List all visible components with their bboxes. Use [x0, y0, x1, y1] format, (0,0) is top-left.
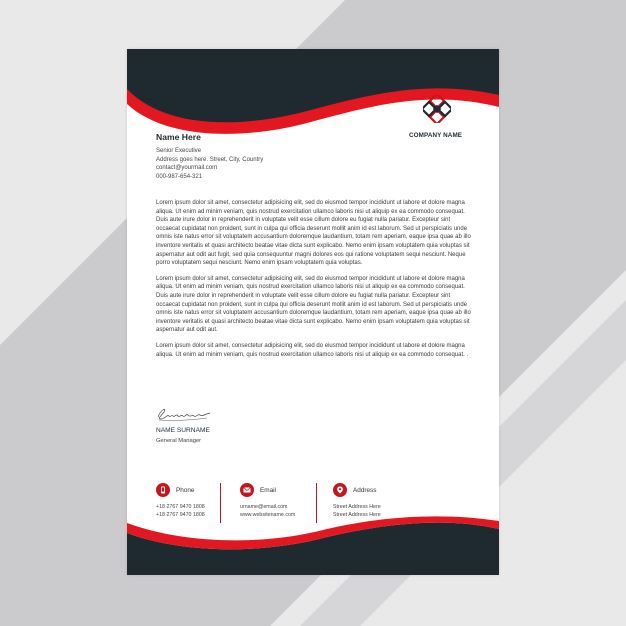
address-label: Address: [353, 486, 377, 494]
body-paragraph: Lorem ipsum dolor sit amet, consectetur adipisicing elit, sed do eiusmod tempor incididunt ut labore et dolore magna aliqua. Ut enim ad minim veniam, quis nostrud exercitation ullamco laboris nisi ut aliquip ex ea commodo consequat. Duis aute irure dolor in reprehenderit in voluptate velit esse cillum dolore eu fugiat nulla pariatur. Excepteur sint occaecat cupidatat non proident, sunt in culpa qui officia deserunt mollit anim id est laborum. Sed ut perspiciatis unde omnis iste natus error sit voluptatem accusantium doloremque laudantium, totam rem aperiam, eaque ipsa quae ab illo inventore veritatis et quasi architecto beatae vitae dicta sunt explicabo. Nemo enim ipsam voluptatem quia voluptas sit aspernatur aut odit aut fugit, sed quia consequuntur magni dolores eos qui ratione voluptatem sequi nesciunt. Neque porro voluptatem sequi nesciunt. Nemo enim ipsam voluptatem quia voluptas.: [156, 200, 471, 267]
phone-icon: [156, 483, 170, 497]
signer-block: [156, 427, 210, 444]
signer-name: NAME SURNAME: [156, 427, 210, 434]
sender-phone: 000-987-654-321: [156, 173, 203, 180]
sender-title: Senior Executive: [156, 148, 202, 154]
sender-address: Address goes here. Street, City, Country: [156, 156, 264, 163]
website-address[interactable]: www.websitename.com: [240, 511, 296, 518]
footer-wave: [127, 515, 499, 575]
street-address: Street Address Here: [333, 504, 381, 510]
street-address: Street Address Here: [333, 511, 381, 518]
body-paragraph: Lorem ipsum dolor sit amet, consectetur adipisicing elit, sed do eiusmod tempor incididunt ut labore et dolore magna aliqua. Ut enim ad minim veniam, quis nostrud exercitation ullamco laboris nisi ut aliquip ex ea commodo consequat. Duis aute irure dolor in reprehenderit in voluptate velit esse cillum dolore eu fugiat nulla pariatur. Excepteur sint occaecat cupidatat non proident, sunt in culpa qui officia deserunt mollit anim id est laborum. Sed ut perspiciatis unde omnis iste natus error sit voluptatem accusantium doloremque laudantium, totam rem aperiam, eaque ipsa quae ab illo inventore veritatis et quasi architecto beatae vitae dicta sunt explicabo. Nemo enim ipsam voluptatem quia voluptas sit aspernatur aut odit aut.: [156, 275, 471, 334]
signer-title: General Manager: [156, 438, 202, 444]
contact-address: [333, 483, 381, 519]
email-address[interactable]: urname@email.com: [240, 504, 288, 510]
sender-email: contact@yourmail.com: [156, 165, 218, 172]
email-icon: [240, 483, 254, 497]
contact-phone: [156, 483, 205, 519]
location-pin-icon: [333, 483, 347, 497]
letterhead-page: [127, 49, 499, 575]
handwritten-signature: [155, 405, 213, 423]
phone-number: +18 2767 9470 1808: [156, 504, 205, 510]
phone-label: Phone: [176, 486, 195, 494]
letter-body: [156, 199, 471, 366]
sender-block: [156, 132, 263, 181]
contact-email: [240, 483, 295, 519]
phone-number: +18 2767 9470 1808: [156, 511, 205, 518]
sender-name: Name Here: [156, 132, 201, 142]
body-paragraph: Lorem ipsum dolor sit amet, consectetur adipisicing elit, sed do eiusmod tempor incididunt ut labore et dolore magna aliqua. Ut enim ad minim veniam, quis nostrud exercitation ullamco laboris nisi ut aliquip ex ea commodo consequat. .: [156, 342, 469, 358]
company-name: COMPANY NAME: [409, 132, 463, 139]
company-logo-icon: [423, 95, 451, 123]
email-label: Email: [260, 486, 276, 494]
